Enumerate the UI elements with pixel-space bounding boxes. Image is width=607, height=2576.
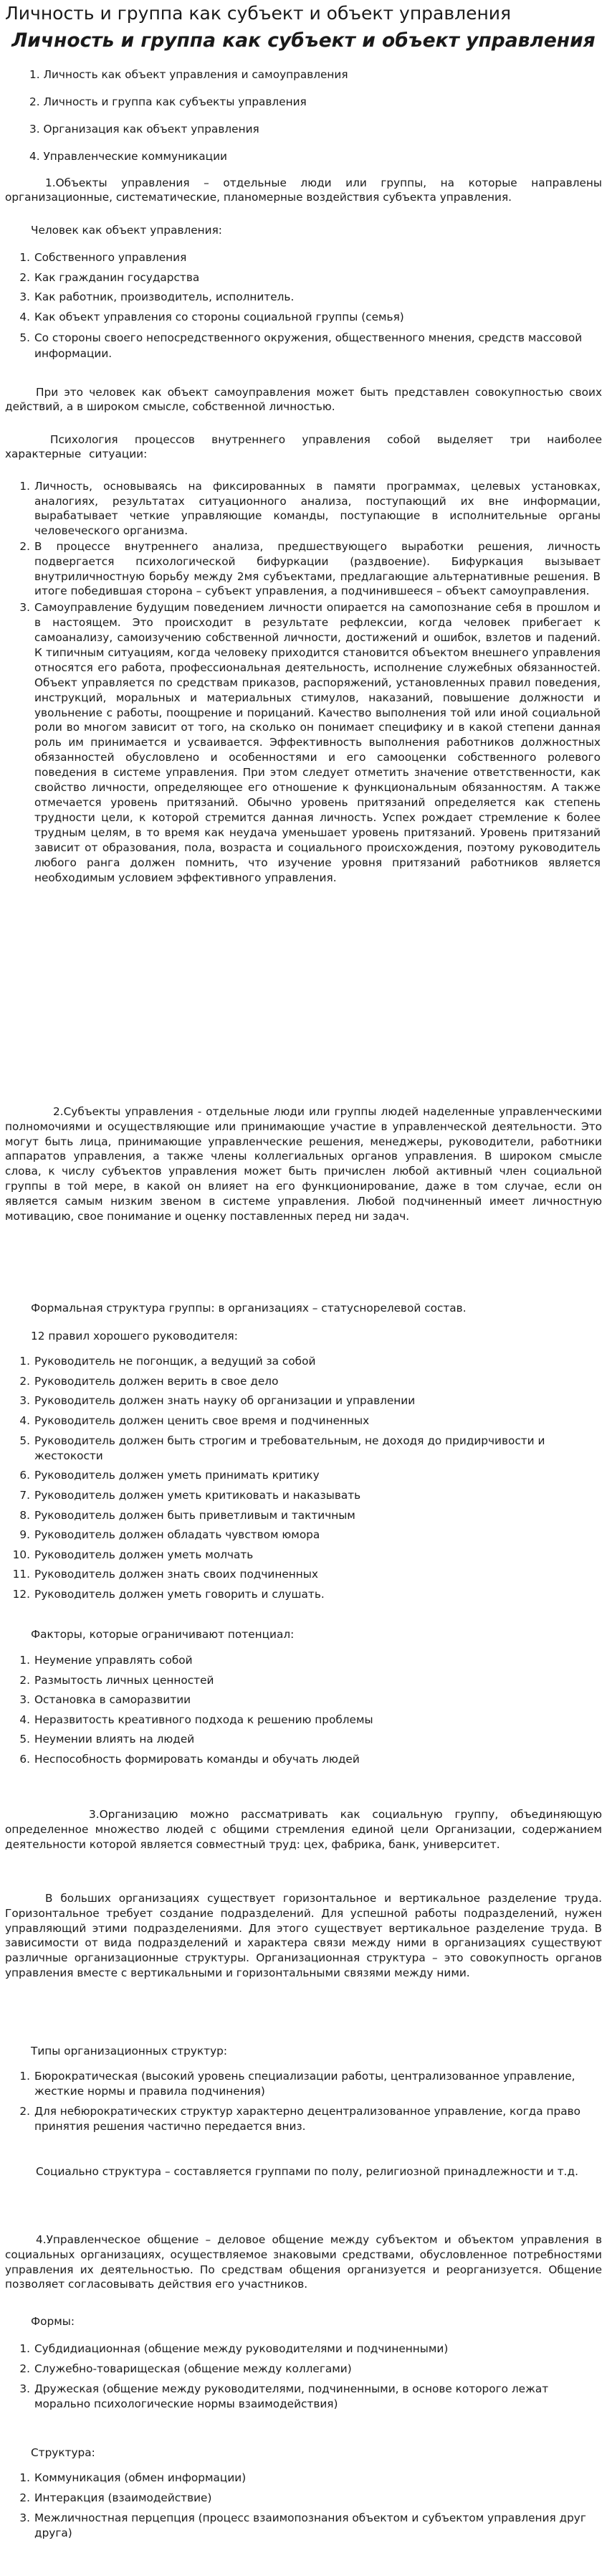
list-item: 1. Коммуникация (обмен информации) (19, 2471, 247, 2484)
list-item: 10. Руководитель должен уметь молчать (12, 1548, 254, 1561)
section2-intro: 2.Субъекты управления - отдельные люди или группы людей наделенные управленческими полномочиями и осуществляющие или принимающие участие в управленческой деятельности. Это могут быть лица, принимающие управленческие решения, менеджеры, руководители, работники аппаратов управления, а также члены коллегиальных органов управления. В широком смысле слова, к числу субъектов управления может быть причислен любой активный член социальной группы в той мере, в какой он влияет на его функционирование, даже в том случае, если он является самым низким звеном в системе управления. Любой подчиненный имеет личностную мотивацию, свое понимание и оценку поставленных перед ни задач. (5, 1105, 602, 1223)
structure-label: Структура: (31, 2446, 95, 2459)
social-structure-paragraph: Социально структура – составляется группами по полу, религиозной принадлежности и т.д. (36, 2165, 578, 2178)
list-item: 1. Руководитель не погонщик, а ведущий за собой (19, 1355, 316, 1368)
list-item: 3. Руководитель должен знать науку об организации и управлении (19, 1394, 416, 1408)
list-item: 2. Руководитель должен верить в свое дело (19, 1374, 279, 1388)
structure-types-label: Типы организационных структур: (31, 2045, 228, 2058)
list-item: 2. Интеракция (взаимодействие) (19, 2491, 212, 2504)
list-item: 8. Руководитель должен быть приветливым и тактичным (19, 1508, 355, 1522)
communication-structure-list (19, 2471, 601, 2541)
list-item: 7. Руководитель должен уметь критиковать и наказывать (19, 1488, 361, 1502)
toc-item: 2. Личность и группа как субъекты управления (29, 95, 307, 108)
list-item: 3. Остановка в саморазвитии (19, 1693, 191, 1707)
list-item: 3. Дружеская (общение между руководителями, подчиненными, в основе которого лежат морально психологические нормы взаимодействия) (19, 2382, 549, 2411)
toc-item: 3. Организация как объект управления (29, 123, 259, 136)
list-item: 1. Субдидиационная (общение между руководителями и подчиненными) (19, 2342, 449, 2355)
forms-list (19, 2342, 601, 2412)
list-item: 4. Руководитель должен ценить свое время и подчиненных (19, 1414, 370, 1427)
list-item: 5. Руководитель должен быть строгим и требовательным, не доходя до придирчивости и жестокости (19, 1434, 545, 1463)
list-item: 5. Неумении влиять на людей (19, 1733, 195, 1746)
list-item: 3. Межличностная перцепция (процесс взаимопознания объектом и субъектом управления друг друга) (19, 2511, 586, 2540)
section3-intro: 3.Организацию можно рассматривать как социальную группу, объединяющую определенное множество людей с общими стремления единой цели Организации, содержанием деятельности которой является совместный труд: цех, фабрика, банк, университет. (5, 1808, 602, 1851)
list-item: 3. Как работник, производитель, исполнитель. (19, 290, 295, 304)
list-item: 1. Бюрократическая (высокий уровень специализации работы, централизованное управление, жесткие нормы и правила подчинения) (19, 2070, 575, 2098)
list-item: 4. Как объект управления со стороны социальной группы (семья) (19, 310, 404, 323)
situations-list (19, 479, 601, 885)
factors-label: Факторы, которые ограничивают потенциал: (31, 1628, 295, 1641)
list-item: 6. Неспособность формировать команды и обучать людей (19, 1752, 360, 1766)
formal-structure: Формальная структура группы: в организациях – статуснорелевой состав. (31, 1302, 467, 1315)
self-management-paragraph: При это человек как объект самоуправления может быть представлен совокупностью своих действий, а в широком смысле, собственной личностью. (5, 386, 602, 413)
list-item: 1. Неумение управлять собой (19, 1654, 193, 1667)
rules-label: 12 правил хорошего руководителя: (31, 1330, 238, 1343)
list-item: 4. Неразвитость креативного подхода к решению проблемы (19, 1713, 373, 1726)
document-title: Личность и группа как субъект и объект управления (5, 3, 512, 24)
list-item: 1. Собственного управления (19, 251, 187, 264)
person-label: Человек как объект управления: (31, 224, 222, 237)
list-item: 6. Руководитель должен уметь принимать критику (19, 1469, 320, 1482)
list-item: 9. Руководитель должен обладать чувством юмора (19, 1528, 320, 1542)
list-item: 2. Как гражданин государства (19, 270, 200, 284)
list-item: 2. Для небюрократических структур характерно децентрализованное управление, когда право принятия решения частично передается вниз. (19, 2105, 580, 2133)
forms-label: Формы: (31, 2315, 75, 2328)
document-heading: Личность и группа как субъект и объект управления (11, 29, 596, 52)
section4-intro: 4.Управленческое общение – деловое общение между субъектом и объектом управления в социальных организациях, осуществляемое знаковыми средствами, обусловленное потребностями управления их деятельностью. По средствам общения организуется и реорганизуется. Общение позволяет согласовывать действия его участников. (5, 2233, 602, 2291)
psychology-paragraph: Психология процессов внутреннего управления собой выделяет три наиболее характерные ситуации: (5, 433, 602, 460)
toc-item: 1. Личность как объект управления и самоуправления (29, 68, 348, 81)
factors-list (19, 1654, 601, 1767)
list-item: 12. Руководитель должен уметь говорить и слушать. (12, 1587, 325, 1601)
toc-item: 4. Управленческие коммуникации (29, 150, 227, 163)
large-organizations-paragraph: В больших организациях существует горизонтальное и вертикальное разделение труда. Горизонтальное требует создание подразделений. Для успешной работы подразделений, нужен управляющий этими подразделениями. Для этого существует вертикальное разделение труда. В зависимости от вида подразделений и характера связи между ними в организациях существуют различные организационные структуры. Организационная структура – это совокупность органов управления вместе с вертикальными и горизонтальными связями между ними. (5, 1892, 602, 1979)
person-list (19, 251, 601, 361)
list-item: 5. Со стороны своего непосредственного окружения, общественного мнения, средств массовой информации. (19, 331, 583, 361)
list-item: 1. Личность, основываясь на фиксированных в памяти программах, целевых установках, аналогиях, результатах ситуационного анализа, поступающий их вне информации, вырабатывает четкие управляющие команды, поступающие в исполнительные органы человеческого организма. (19, 480, 601, 537)
list-item: 2. Размытость личных ценностей (19, 1673, 214, 1687)
rules-list (12, 1355, 601, 1602)
section1-intro: 1.Объекты управления – отдельные люди или группы, на которые направлены организационные, систематические, планомерные воздействия субъекта управления. (5, 176, 602, 204)
list-item: 3. Самоуправление будущим поведением личности опирается на самопознание себя в прошлом и в настоящем. Это происходит в результате рефлексии, когда человек прибегает к самоанализу, самоизучению собственной личности, достижений и ошибок, взлетов и падений. К типичным ситуациям, когда человеку приходится становится объектом внешнего управления относятся его работа, профессиональная деятельность, исполнение служебных обязанностей. Объект управляется по средствам приказов, распоряжений, установленных правил поведения, инструкций, моральных и материальных стимулов, наказаний, повышение должности и увольнение с работы, поощрение и порицаний. Качество выполнения той или иной социальной роли во многом зависит от того, на сколько он понимает специфику и в какой степени данная роль им принимается и усваивается. Эффективность выполнения работников должностных обязанностей обусловлено и особенностями и его самооценки собственного ролевого поведения в системе управления. При этом следует отметить значение ответственности, как свойство личности, определяющее его отношение к функциональным обязанностям. А также отмечается уровень притязаний. Обычно уровень притязаний определяется как степень трудности цели, к которой стремится данная личность. Успех рождает стремление к более трудным целям, в то время как неудача уменьшает уровень притязаний. Уровень притязаний зависит от образования, пола, возраста и социального происхождения, поэтому руководитель любого ранга должен помнить, что изучение уровня притязаний работников является необходимым условием эффективного управления. (19, 601, 601, 884)
list-item: 2. Служебно-товарищеская (общение между коллегами) (19, 2362, 352, 2375)
structure-types-list (19, 2069, 601, 2134)
list-item: 2. В процессе внутреннего анализа, предшествующего выработки решения, личность подвергается психологической бифуркации (раздвоение). Бифуркация вызывает внутриличностную борьбу между 2мя субъектами, предлагающие альтернативные решения. В итоге победившая сторона – субъект управления, а подчинившееся – объект самоуправления. (19, 540, 601, 598)
list-item: 11. Руководитель должен знать своих подчиненных (12, 1568, 318, 1581)
